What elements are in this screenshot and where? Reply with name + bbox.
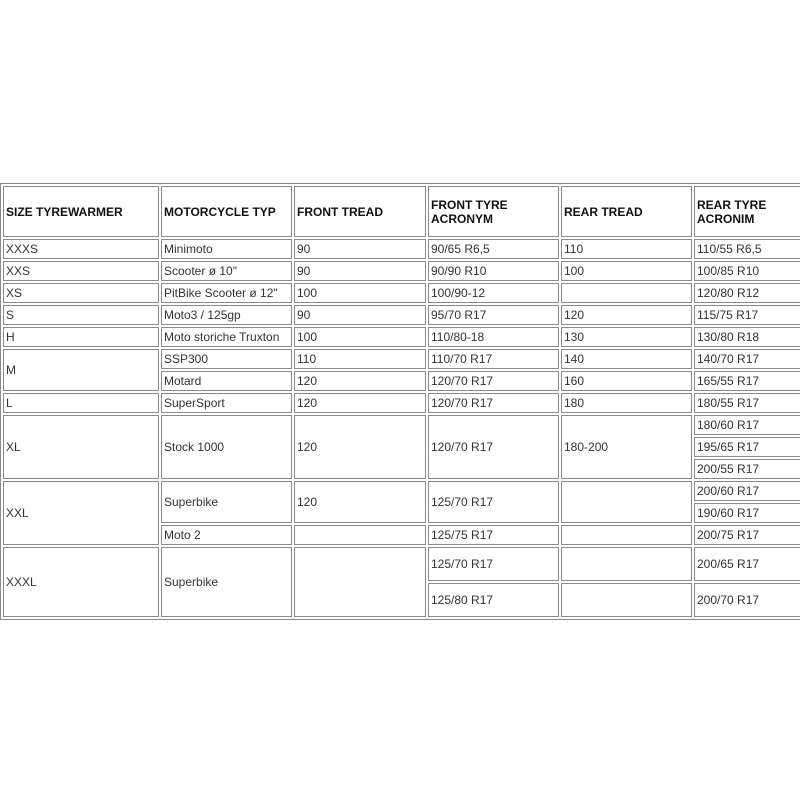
header-size: SIZE TYREWARMER: [3, 186, 159, 237]
cell-motorcycle: Minimoto: [161, 239, 292, 259]
cell-size: XXXL: [3, 547, 159, 617]
cell-rear-tread: 180-200: [561, 415, 692, 479]
cell-rear-acronym: 200/60 R17: [694, 481, 800, 501]
cell-rear-acronym: 130/80 R18: [694, 327, 800, 347]
cell-front-acronym: 120/70 R17: [428, 371, 559, 391]
cell-motorcycle: Stock 1000: [161, 415, 292, 479]
cell-motorcycle: Moto 2: [161, 525, 292, 545]
header-rear-tread: REAR TREAD: [561, 186, 692, 237]
header-front-tread: FRONT TREAD: [294, 186, 426, 237]
cell-rear-tread: [561, 481, 692, 523]
cell-front-acronym: 120/70 R17: [428, 415, 559, 479]
cell-front-acronym: 100/90-12: [428, 283, 559, 303]
cell-size: XL: [3, 415, 159, 479]
cell-rear-acronym: 180/55 R17: [694, 393, 800, 413]
cell-front-tread: 90: [294, 239, 426, 259]
cell-front-tread: 90: [294, 305, 426, 325]
table-row: [3, 349, 800, 369]
cell-size: L: [3, 393, 159, 413]
table-row: [3, 415, 800, 435]
cell-front-tread: 120: [294, 371, 426, 391]
cell-rear-acronym: 115/75 R17: [694, 305, 800, 325]
cell-size: XS: [3, 283, 159, 303]
cell-front-acronym: 125/70 R17: [428, 547, 559, 581]
cell-rear-tread: [561, 525, 692, 545]
cell-motorcycle: Superbike: [161, 547, 292, 617]
cell-front-acronym: 110/80-18: [428, 327, 559, 347]
cell-rear-acronym: 200/65 R17: [694, 547, 800, 581]
cell-size: XXS: [3, 261, 159, 281]
cell-front-acronym: 125/75 R17: [428, 525, 559, 545]
cell-rear-tread: 120: [561, 305, 692, 325]
cell-front-tread: 120: [294, 415, 426, 479]
cell-rear-acronym: 200/75 R17: [694, 525, 800, 545]
cell-rear-tread: 110: [561, 239, 692, 259]
cell-front-acronym: 95/70 R17: [428, 305, 559, 325]
cell-rear-tread: 100: [561, 261, 692, 281]
cell-rear-tread: [561, 283, 692, 303]
cell-size: S: [3, 305, 159, 325]
cell-motorcycle: Scooter ø 10": [161, 261, 292, 281]
cell-rear-tread: [561, 547, 692, 581]
cell-rear-acronym: 180/60 R17: [694, 415, 800, 435]
cell-front-acronym: 90/90 R10: [428, 261, 559, 281]
cell-rear-tread: 130: [561, 327, 692, 347]
cell-rear-acronym: 200/55 R17: [694, 459, 800, 479]
cell-motorcycle: SSP300: [161, 349, 292, 369]
cell-rear-acronym: 120/80 R12: [694, 283, 800, 303]
header-rear-acronym: REAR TYRE ACRONIM: [694, 186, 800, 237]
cell-front-tread: 120: [294, 481, 426, 523]
cell-front-acronym: 120/70 R17: [428, 393, 559, 413]
tyrewarmer-size-table-wrapper: [0, 183, 800, 620]
header-front-acronym: FRONT TYRE ACRONYM: [428, 186, 559, 237]
cell-motorcycle: SuperSport: [161, 393, 292, 413]
cell-motorcycle: Moto3 / 125gp: [161, 305, 292, 325]
cell-size: XXL: [3, 481, 159, 545]
cell-rear-tread: 160: [561, 371, 692, 391]
cell-rear-tread: [561, 583, 692, 617]
cell-rear-acronym: 100/85 R10: [694, 261, 800, 281]
cell-size: M: [3, 349, 159, 391]
table-row: [3, 283, 800, 303]
cell-front-tread: 90: [294, 261, 426, 281]
cell-motorcycle: Motard: [161, 371, 292, 391]
table-header-row: [3, 186, 800, 237]
cell-rear-acronym: 110/55 R6,5: [694, 239, 800, 259]
cell-rear-acronym: 195/65 R17: [694, 437, 800, 457]
cell-rear-tread: 140: [561, 349, 692, 369]
table-row: [3, 261, 800, 281]
table-row: [3, 547, 800, 581]
cell-size: XXXS: [3, 239, 159, 259]
cell-front-acronym: 90/65 R6,5: [428, 239, 559, 259]
cell-rear-acronym: 200/70 R17: [694, 583, 800, 617]
table-row: [3, 327, 800, 347]
cell-front-tread: 110: [294, 349, 426, 369]
table-row: [3, 239, 800, 259]
cell-rear-acronym: 165/55 R17: [694, 371, 800, 391]
cell-rear-acronym: 190/60 R17: [694, 503, 800, 523]
cell-rear-acronym: 140/70 R17: [694, 349, 800, 369]
cell-size: H: [3, 327, 159, 347]
cell-front-acronym: 125/70 R17: [428, 481, 559, 523]
cell-front-tread: 100: [294, 327, 426, 347]
table-row: [3, 393, 800, 413]
table-row: [3, 305, 800, 325]
cell-motorcycle: Superbike: [161, 481, 292, 523]
cell-front-tread: 100: [294, 283, 426, 303]
table-row: [3, 481, 800, 501]
header-motorcycle: MOTORCYCLE TYP: [161, 186, 292, 237]
cell-front-tread: [294, 525, 426, 545]
tyrewarmer-size-table: [0, 183, 800, 620]
cell-front-tread: 120: [294, 393, 426, 413]
cell-front-acronym: 125/80 R17: [428, 583, 559, 617]
cell-front-tread: [294, 547, 426, 617]
cell-motorcycle: PitBike Scooter ø 12": [161, 283, 292, 303]
cell-rear-tread: 180: [561, 393, 692, 413]
cell-front-acronym: 110/70 R17: [428, 349, 559, 369]
cell-motorcycle: Moto storiche Truxton: [161, 327, 292, 347]
